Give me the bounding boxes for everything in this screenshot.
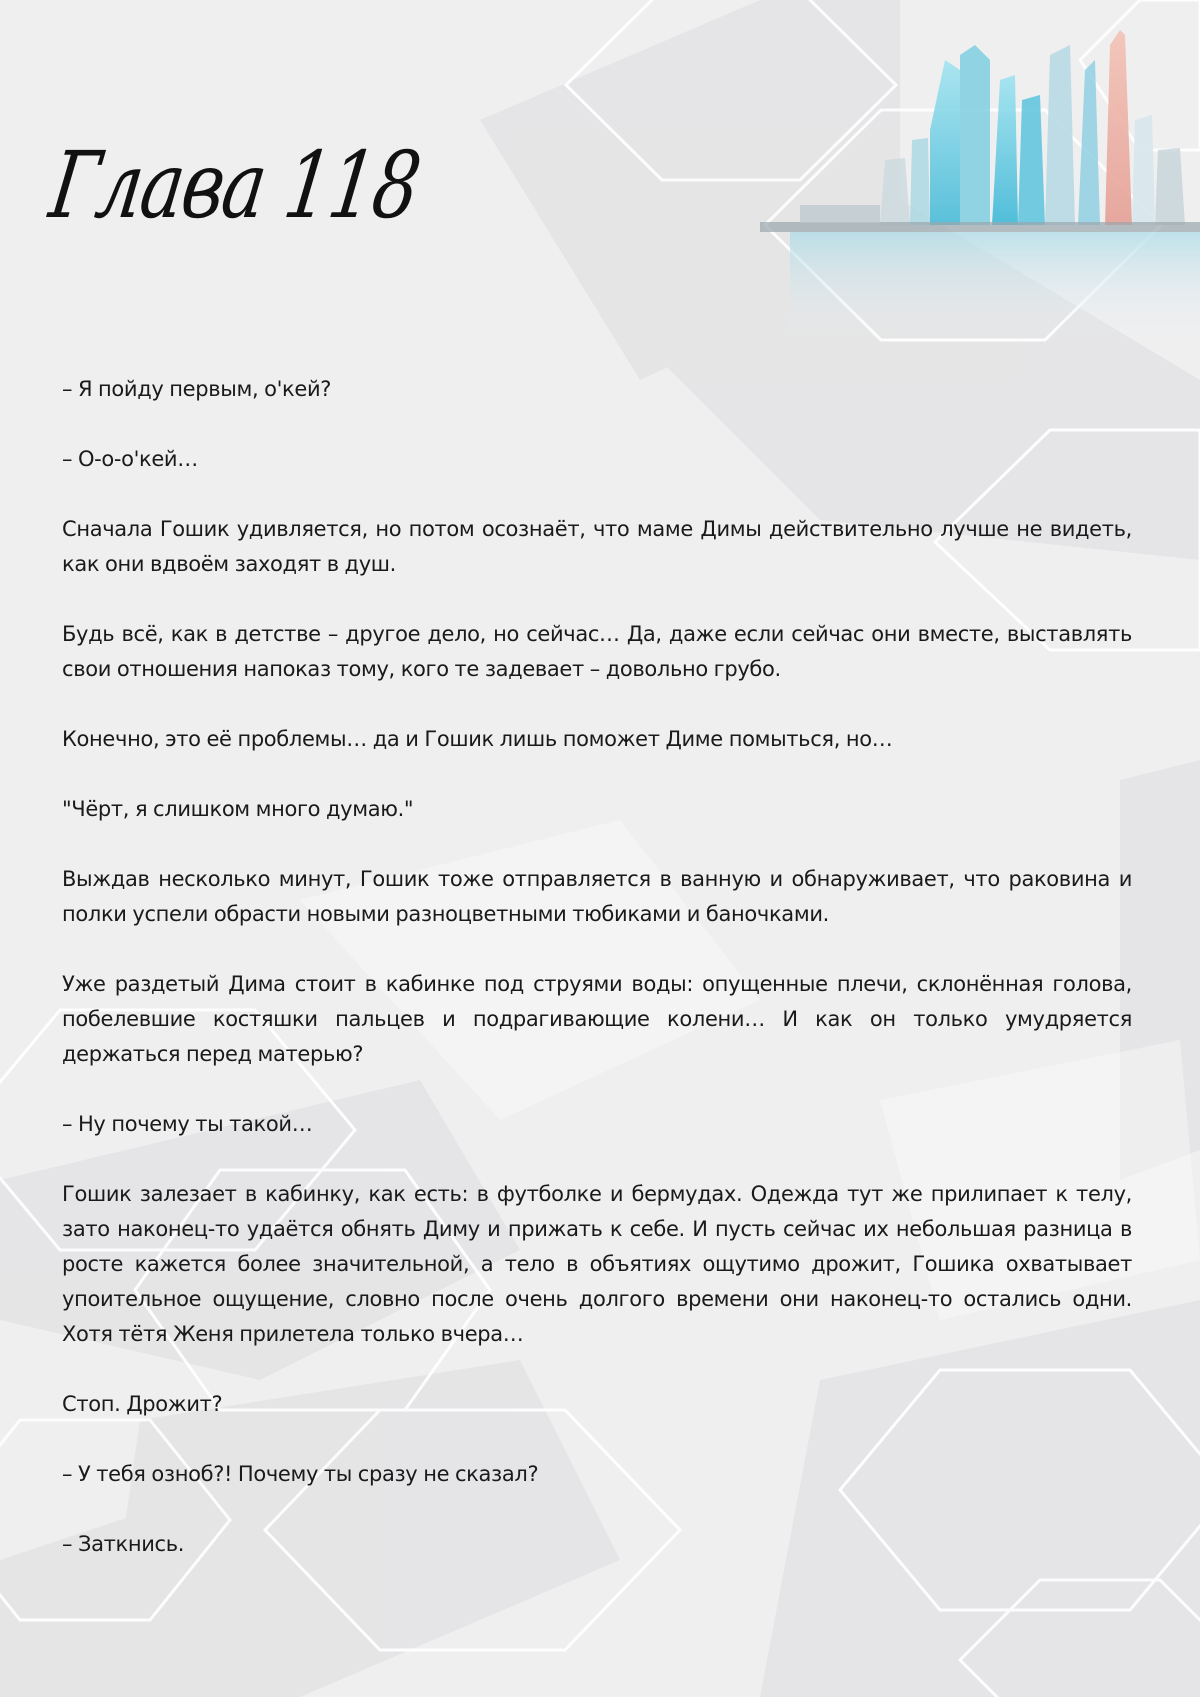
paragraph: – О-о-о'кей… <box>62 447 198 471</box>
paragraph: Конечно, это её проблемы… да и Гошик лишь поможет Диме помыться, но… <box>62 727 893 751</box>
chapter-text <box>62 372 1132 1597</box>
paragraph: Стоп. Дрожит? <box>62 1392 223 1416</box>
paragraph: – Я пойду первым, о'кей? <box>62 377 332 401</box>
paragraph: Уже раздетый Дима стоит в кабинке под струями воды: опущенные плечи, склонённая голова, побелевшие костяшки пальцев и подрагивающие колени… И как он только умудряется держаться перед матерью? <box>62 972 1132 1066</box>
paragraph: – У тебя озноб?! Почему ты сразу не сказал? <box>62 1462 539 1486</box>
paragraph: Гошик залезает в кабинку, как есть: в футболке и бермудах. Одежда тут же прилипает к телу, зато наконец-то удаётся обнять Диму и прижать к себе. И пусть сейчас их небольшая разница в росте кажется более значительной, а тело в объятиях ощутимо дрожит, Гошика охватывает упоительное ощущение, словно после очень долгого времени они наконец-то остались одни. Хотя тётя Женя прилетела только вчера… <box>62 1182 1132 1346</box>
paragraph: – Заткнись. <box>62 1532 185 1556</box>
paragraph: – Ну почему ты такой… <box>62 1112 313 1136</box>
paragraph: Выждав несколько минут, Гошик тоже отправляется в ванную и обнаруживает, что раковина и полки успели обрасти новыми разноцветными тюбиками и баночками. <box>62 867 1132 926</box>
paragraph: Будь всё, как в детстве – другое дело, но сейчас… Да, даже если сейчас они вместе, выставлять свои отношения напоказ тому, кого те задевает – довольно грубо. <box>62 622 1132 681</box>
paragraph: "Чёрт, я слишком много думаю." <box>62 797 414 821</box>
paragraph: Сначала Гошик удивляется, но потом осознаёт, что маме Димы действительно лучше не видеть, как они вдвоём заходят в душ. <box>62 517 1132 576</box>
chapter-title: Глава 118 <box>44 132 426 239</box>
